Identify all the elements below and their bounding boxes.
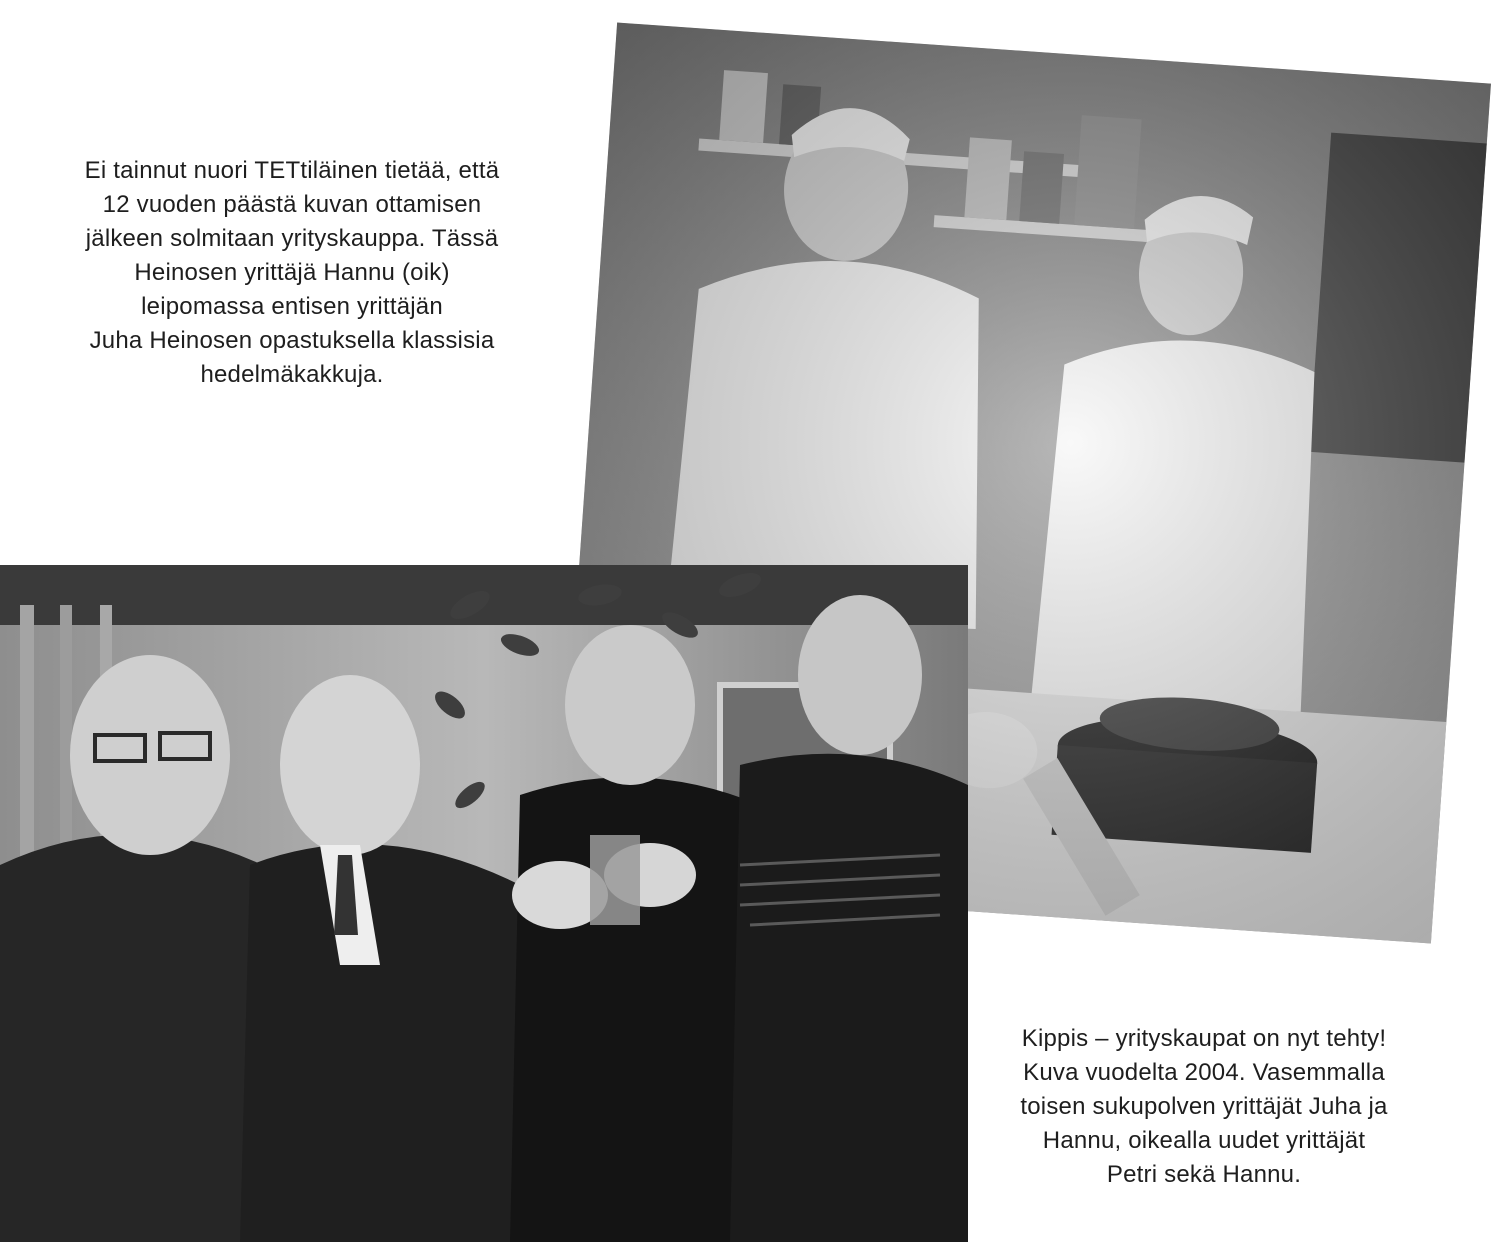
toast-photo-illustration — [0, 565, 968, 1242]
top-caption-line: Ei tainnut nuori TETtiläinen tietää, että — [84, 157, 500, 184]
toast-photo — [0, 565, 968, 1242]
top-caption-line: hedelmäkakkuja. — [200, 361, 384, 388]
bottom-caption-line: Kuva vuodelta 2004. Vasemmalla — [1023, 1059, 1385, 1086]
top-caption-line: Heinosen yrittäjä Hannu (oik) — [134, 259, 450, 286]
top-caption-line: jälkeen solmitaan yrityskauppa. Tässä — [85, 225, 499, 252]
top-caption-line: Juha Heinosen opastuksella klassisia — [89, 327, 495, 354]
bottom-caption-line: Kippis – yrityskaupat on nyt tehty! — [1021, 1025, 1387, 1052]
bottom-caption — [990, 1022, 1418, 1192]
bottom-caption-line: Petri sekä Hannu. — [1106, 1161, 1302, 1188]
top-caption-line: 12 vuoden päästä kuvan ottamisen — [102, 191, 482, 218]
top-caption-line: leipomassa entisen yrittäjän — [141, 293, 443, 320]
bottom-caption-line: Hannu, oikealla uudet yrittäjät — [1042, 1127, 1366, 1154]
bottom-caption-line: toisen sukupolven yrittäjät Juha ja — [1020, 1093, 1388, 1120]
top-caption — [42, 154, 542, 392]
